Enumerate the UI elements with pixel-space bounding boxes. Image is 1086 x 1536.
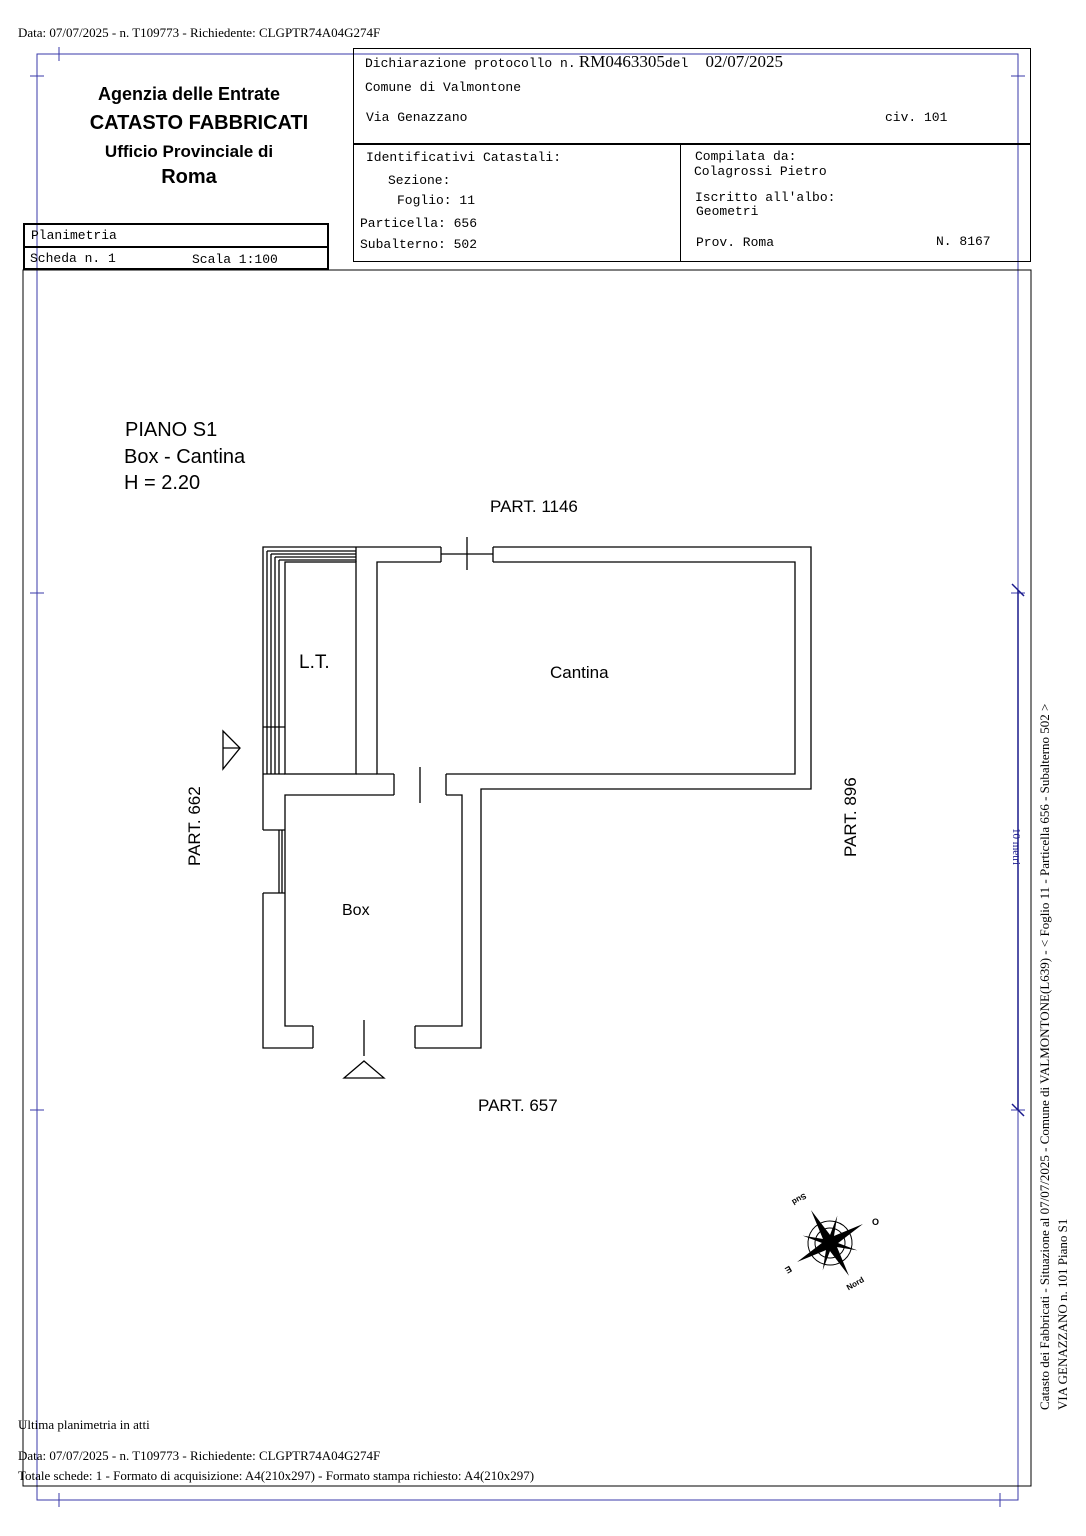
particella-field: Particella: 656 [360,216,478,231]
foglio-field: Foglio: 11 [397,193,476,208]
west-neighbor-label: PART. 662 [185,786,204,866]
compass-nord: Nord [845,1275,866,1293]
compiler-name: Colagrossi Pietro [694,164,827,179]
floor-label: PIANO S1 [125,419,218,441]
comune-name: Comune di Valmontone [365,80,522,95]
albo-number: N. 8167 [936,234,991,249]
declaration-date: 02/07/2025 [705,52,783,71]
compass-sud: Sud [790,1191,808,1207]
compass-est: E [783,1263,794,1276]
scale-bar-label: 10 metri [1010,828,1022,865]
room-lt-label: L.T. [299,652,330,673]
footer-format-line: Totale schede: 1 - Formato di acquisizione: A4(210x297) - Formato stampa richiesto: A4(210x297) [18,1468,535,1483]
declaration-label: Dichiarazione protocollo n. [365,56,576,71]
use-label: Box - Cantina [124,446,246,468]
scheda-number: Scheda n. 1 [30,251,116,266]
footer-request-line: Data: 07/07/2025 - n. T109773 - Richiedente: CLGPTR74A04G274F [18,1448,381,1463]
iscritto-label: Iscritto all'albo: [695,190,836,205]
catasto-title: CATASTO FABBRICATI [89,112,309,134]
del-label: del [664,56,689,71]
ufficio-label: Ufficio Provinciale di [104,142,274,161]
top-request-line: Data: 07/07/2025 - n. T109773 - Richiedente: CLGPTR74A04G274F [18,25,381,40]
height-label: H = 2.20 [124,472,201,494]
north-neighbor-label: PART. 1146 [490,497,578,516]
albo-name: Geometri [696,204,759,219]
planimetria-label: Planimetria [31,228,117,243]
sezione-field: Sezione: [388,173,451,188]
room-cantina-label: Cantina [550,663,609,682]
side-address-text: VIA GENAZZANO n. 101 Piano S1 [1055,1218,1070,1410]
compass-rose-icon [770,1185,890,1295]
subalterno-field: Subalterno: 502 [360,237,478,252]
agency-name: Agenzia delle Entrate [97,84,281,104]
east-neighbor-label: PART. 896 [841,777,860,857]
side-situation-text: Catasto dei Fabbricati - Situazione al 07/07/2025 - Comune di VALMONTONE(L639) - < Foglio 11 - Particella 656 - Subalterno 502 > [1037,703,1052,1410]
prov-field: Prov. Roma [696,235,775,250]
identifiers-title: Identificativi Catastali: [366,150,562,165]
scala-value: Scala 1:100 [192,252,278,267]
civic-number: civ. 101 [885,110,948,125]
room-box-label: Box [342,902,370,919]
ufficio-city: Roma [161,166,217,188]
via-name: Via Genazzano [366,110,468,125]
compass-ovest: O [872,1217,880,1227]
compilata-label: Compilata da: [695,149,797,164]
south-neighbor-label: PART. 657 [478,1096,558,1115]
last-plan-note: Ultima planimetria in atti [18,1417,150,1432]
protocol-number: RM0463305 [578,52,665,71]
